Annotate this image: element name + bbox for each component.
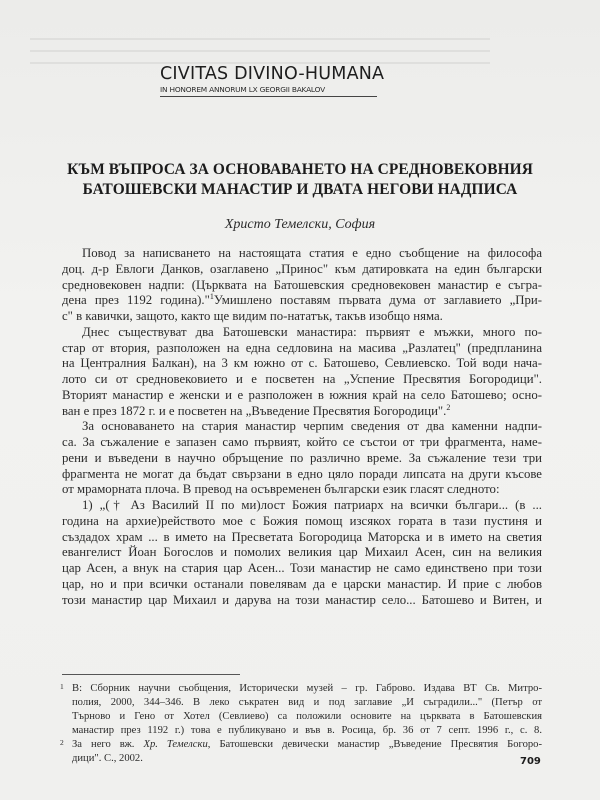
text-line: създадох храм ... в името на Пресветата Богородица Маторска и в името на светия <box>62 529 542 544</box>
text-line: Днес съществуват два Батошевски манастира: първият е мъжки, много по- <box>82 324 542 339</box>
page-number: 709 <box>520 756 541 767</box>
paragraph <box>62 419 542 498</box>
article-title-line: БАТОШЕВСКИ МАНАСТИР И ДВАТА НЕГОВИ НАДПИСА <box>82 181 518 198</box>
footnote-ref-2[interactable]: 2 <box>446 402 451 412</box>
text-fragment: За него вж. <box>72 738 144 750</box>
text-line <box>62 293 542 309</box>
text-line: с" в кавички, защото, както ще видим по-нататък, такъв изобщо няма. <box>62 309 443 323</box>
text-line: доц. д-р Евлоги Данков, озаглавено „Принос" към датировката на един български <box>62 261 542 276</box>
text-line: За основаването на стария манастир черпим сведения от два каменни надпи- <box>82 419 542 434</box>
text-fragment: дена през 1192 година)." <box>62 293 210 308</box>
text-line <box>62 404 542 420</box>
text-line: са. За съжаление е запазен само първият, който се състои от три фрагмента, наме- <box>62 435 542 449</box>
footnote-ref-1[interactable]: 1 <box>209 292 214 302</box>
text-line: на Централния Балкан), на 3 км южно от с. Батошево, Севлиевско. Той води нача- <box>62 356 542 371</box>
text-line: Вторият манастир е женски и е разположен в южния край на село Батошево; осно- <box>62 387 542 402</box>
text-line: от мраморната плоча. В превод на осъвременен български език гласят следното: <box>62 482 500 497</box>
text-line: евангелист Йоан Богослов и помолих великия цар Михаил Асен, син на великия <box>62 545 542 560</box>
footnote-line: манастир през 1192 г.) това е публикувано и във в. Росица, бр. 36 от 7 септ. 1996 г., с. 8. <box>72 724 542 736</box>
text-line: цар Асен, а внук на стария цар Асен... Този манастир не само единствено при този <box>62 561 542 575</box>
footnote-2 <box>62 738 542 766</box>
text-line: средновековен надпи: (Църквата на Батошевския средновековен манастир е съгра- <box>62 277 542 292</box>
text-line: фрагмента не могат да бъдат свързани в едно цяло поради липсата на други късове <box>62 466 542 481</box>
paragraph <box>62 325 542 420</box>
footnote-line: В: Сборник научни съобщения, Исторически музей – гр. Габрово. Издава ВТ Св. Митро- <box>72 683 542 694</box>
footnote-line: дици". С., 2002. <box>72 752 143 764</box>
text-line: рени и въведени в научно обръщение по различно време. За съжаление тези три <box>62 450 542 465</box>
footnote-divider <box>62 674 240 675</box>
article-title <box>62 160 538 200</box>
article-body <box>62 246 542 608</box>
inscription-translation <box>62 498 542 608</box>
text-line: Повод за написването на настоящата статия е едно съобщение на философа <box>82 246 542 260</box>
author-byline: Христо Темелски, София <box>224 217 376 232</box>
paragraph <box>62 246 542 325</box>
journal-title: CIVITAS DIVINO-HUMANA <box>160 64 385 84</box>
text-line: този манастир цар Михаил и дарува на този манастир село... Батошево и Витен, и <box>62 592 542 607</box>
text-fragment: , Батошевски девически манастир „Въведение Пресвятия Богоро- <box>207 738 543 750</box>
text-line: 1) „(† Аз Василий II по ми)лост Божия патриарх на всички българи... (в ... <box>82 498 542 512</box>
cited-author: Хр. Темелски <box>143 738 208 750</box>
footnote-line: Търново и Гено от Хотел (Севлиево) са положили основите на църквата в Батошевския <box>72 710 542 722</box>
text-line: цар, но и при всички останали повелявам да е царски манастир. И прие с любов <box>62 576 542 591</box>
running-header <box>160 64 385 97</box>
article-title-line: КЪМ ВЪПРОСА ЗА ОСНОВАВАНЕТО НА СРЕДНОВЕКОВНИЯ <box>67 161 533 178</box>
journal-subtitle: IN HONOREM ANNORUM LX GEORGII BAKALOV <box>160 84 377 97</box>
footnote-1 <box>62 682 542 738</box>
text-fragment: ван е през 1872 г. и е посветен на „Въведение Пресвятия Богородици". <box>62 403 447 418</box>
footnote-line <box>72 738 542 752</box>
footnote-line: полия, 2000, 344–346. В леко съкратен вид и под заглавие „И съградили..." (Петър от <box>72 696 542 708</box>
text-fragment: Умишлено поставям първата дума от заглавието „При- <box>213 293 543 308</box>
text-line: година на архие)рейството мое с Божия помощ изсякох гората в тази пустиня и <box>62 513 542 528</box>
footnotes <box>62 682 542 765</box>
text-line: лото си от средновековието и е посветен на „Успение Пресвятия Богородици". <box>62 372 542 386</box>
footnote-number: 2 <box>60 737 64 747</box>
footnote-number: 1 <box>60 682 64 691</box>
text-line: стар от втория, разположен на една седловина на масива „Разлатец" (предпланина <box>62 340 542 355</box>
